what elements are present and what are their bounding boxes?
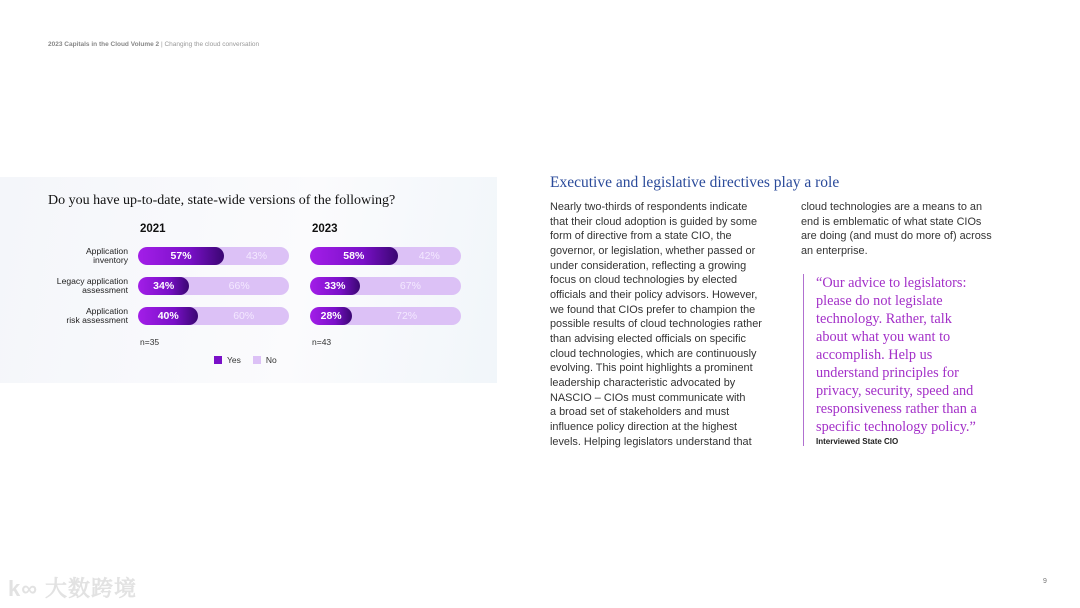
row-label (18, 307, 128, 326)
chart-title: Do you have up-to-date, state-wide versions of the following? (48, 193, 396, 208)
row-label-line: Legacy application (56, 275, 128, 286)
quote-line: technology. Rather, talk (816, 311, 952, 327)
article-column-2 (801, 200, 992, 259)
bar-yes: 33% (310, 277, 360, 295)
text-line: that their cloud adoption is guided by some (550, 215, 758, 228)
text-line: end is emblematic of what state CIOs (801, 215, 982, 228)
legend-label: Yes (227, 355, 241, 365)
sample-size: n=43 (312, 337, 332, 347)
bar-track (310, 247, 461, 265)
text-line: under consideration, reflecting a growing (550, 259, 747, 272)
quote-line: “Our advice to legislators: (816, 275, 967, 291)
text-line: possible results of cloud technologies rather (550, 318, 762, 331)
separator: | (159, 41, 165, 48)
row-label-line: inventory (93, 255, 128, 265)
bar-track (138, 247, 289, 265)
bar-no: 67% (399, 280, 421, 292)
running-header (48, 41, 259, 48)
text-line: officials and their policy advisors. However, (550, 288, 758, 301)
text-line: are doing (and must do more of) across (801, 230, 992, 243)
article-heading: Executive and legislative directives play a role (550, 174, 840, 191)
text-line: governor, or legislation, whether passed or (550, 244, 756, 257)
bar-no: 60% (233, 310, 255, 322)
text-line: focus on cloud technologies by elected (550, 274, 738, 287)
text-line: we found that CIOs prefer to champion the (550, 303, 756, 316)
bar-yes: 40% (138, 307, 198, 325)
text-line: than advising elected officials on specific (550, 332, 746, 345)
page-number: 9 (1043, 578, 1047, 585)
text-line: leadership characteristic advocated by (550, 376, 736, 389)
legend-item-no (253, 355, 277, 365)
quote-line: about what you want to (816, 329, 951, 345)
row-label-line: Application (85, 245, 128, 256)
bar-track (138, 277, 289, 295)
bar-track (310, 277, 461, 295)
article-column-1 (550, 200, 762, 449)
text-line: levels. Helping legislators understand that (550, 435, 752, 448)
chart-legend (214, 355, 277, 365)
legend-label: No (265, 355, 277, 365)
bar-yes: 57% (138, 247, 224, 265)
bar-no: 43% (246, 250, 268, 262)
bar-no: 66% (228, 280, 250, 292)
bar-no: 42% (418, 250, 440, 262)
legend-swatch (214, 356, 222, 364)
text-line: a broad set of stakeholders and must (550, 406, 730, 419)
bar-yes: 34% (138, 277, 189, 295)
text-line: Nearly two-thirds of respondents indicate (550, 201, 748, 213)
bar-track (138, 307, 289, 325)
legend-swatch (253, 356, 261, 364)
text-line: evolving. This point highlights a prominent (550, 362, 753, 375)
quote-line: specific technology policy.” (816, 419, 976, 435)
sample-size: n=35 (140, 337, 160, 347)
text-line: influence policy direction at the highest (550, 420, 738, 433)
bar-yes: 28% (310, 307, 352, 325)
row-label-line: Application (85, 305, 128, 316)
quote-line: please do not legislate (816, 293, 943, 309)
report-title: 2023 Capitals in the Cloud Volume 2 (48, 41, 160, 48)
quote-line: understand principles for (816, 365, 959, 381)
bar-yes: 58% (310, 247, 398, 265)
year-label: 2023 (312, 223, 338, 235)
quote-line: responsiveness rather than a (816, 401, 977, 417)
text-line: form of directive from a state CIO, the (550, 230, 732, 243)
text-line: cloud technologies, which are continuously (550, 347, 757, 360)
quote-line: accomplish. Help us (816, 347, 933, 363)
row-label-line: assessment (82, 285, 128, 295)
watermark-logo: k∞ 大数跨境 (8, 576, 138, 601)
year-label: 2021 (140, 223, 166, 235)
text-line: cloud technologies are a means to an (801, 201, 983, 213)
bar-track (310, 307, 461, 325)
bar-no: 72% (396, 310, 418, 322)
pull-quote (803, 274, 977, 446)
quote-line: privacy, security, speed and (816, 383, 974, 399)
row-label (18, 247, 128, 266)
text-line: NASCIO – CIOs must communicate with (550, 391, 746, 404)
quote-attribution: Interviewed State CIO (816, 437, 899, 446)
row-label (18, 277, 128, 296)
row-label-line: risk assessment (66, 315, 128, 325)
section-title: Changing the cloud conversation (164, 41, 260, 48)
legend-item-yes (214, 355, 241, 365)
text-line: an enterprise. (801, 244, 868, 257)
